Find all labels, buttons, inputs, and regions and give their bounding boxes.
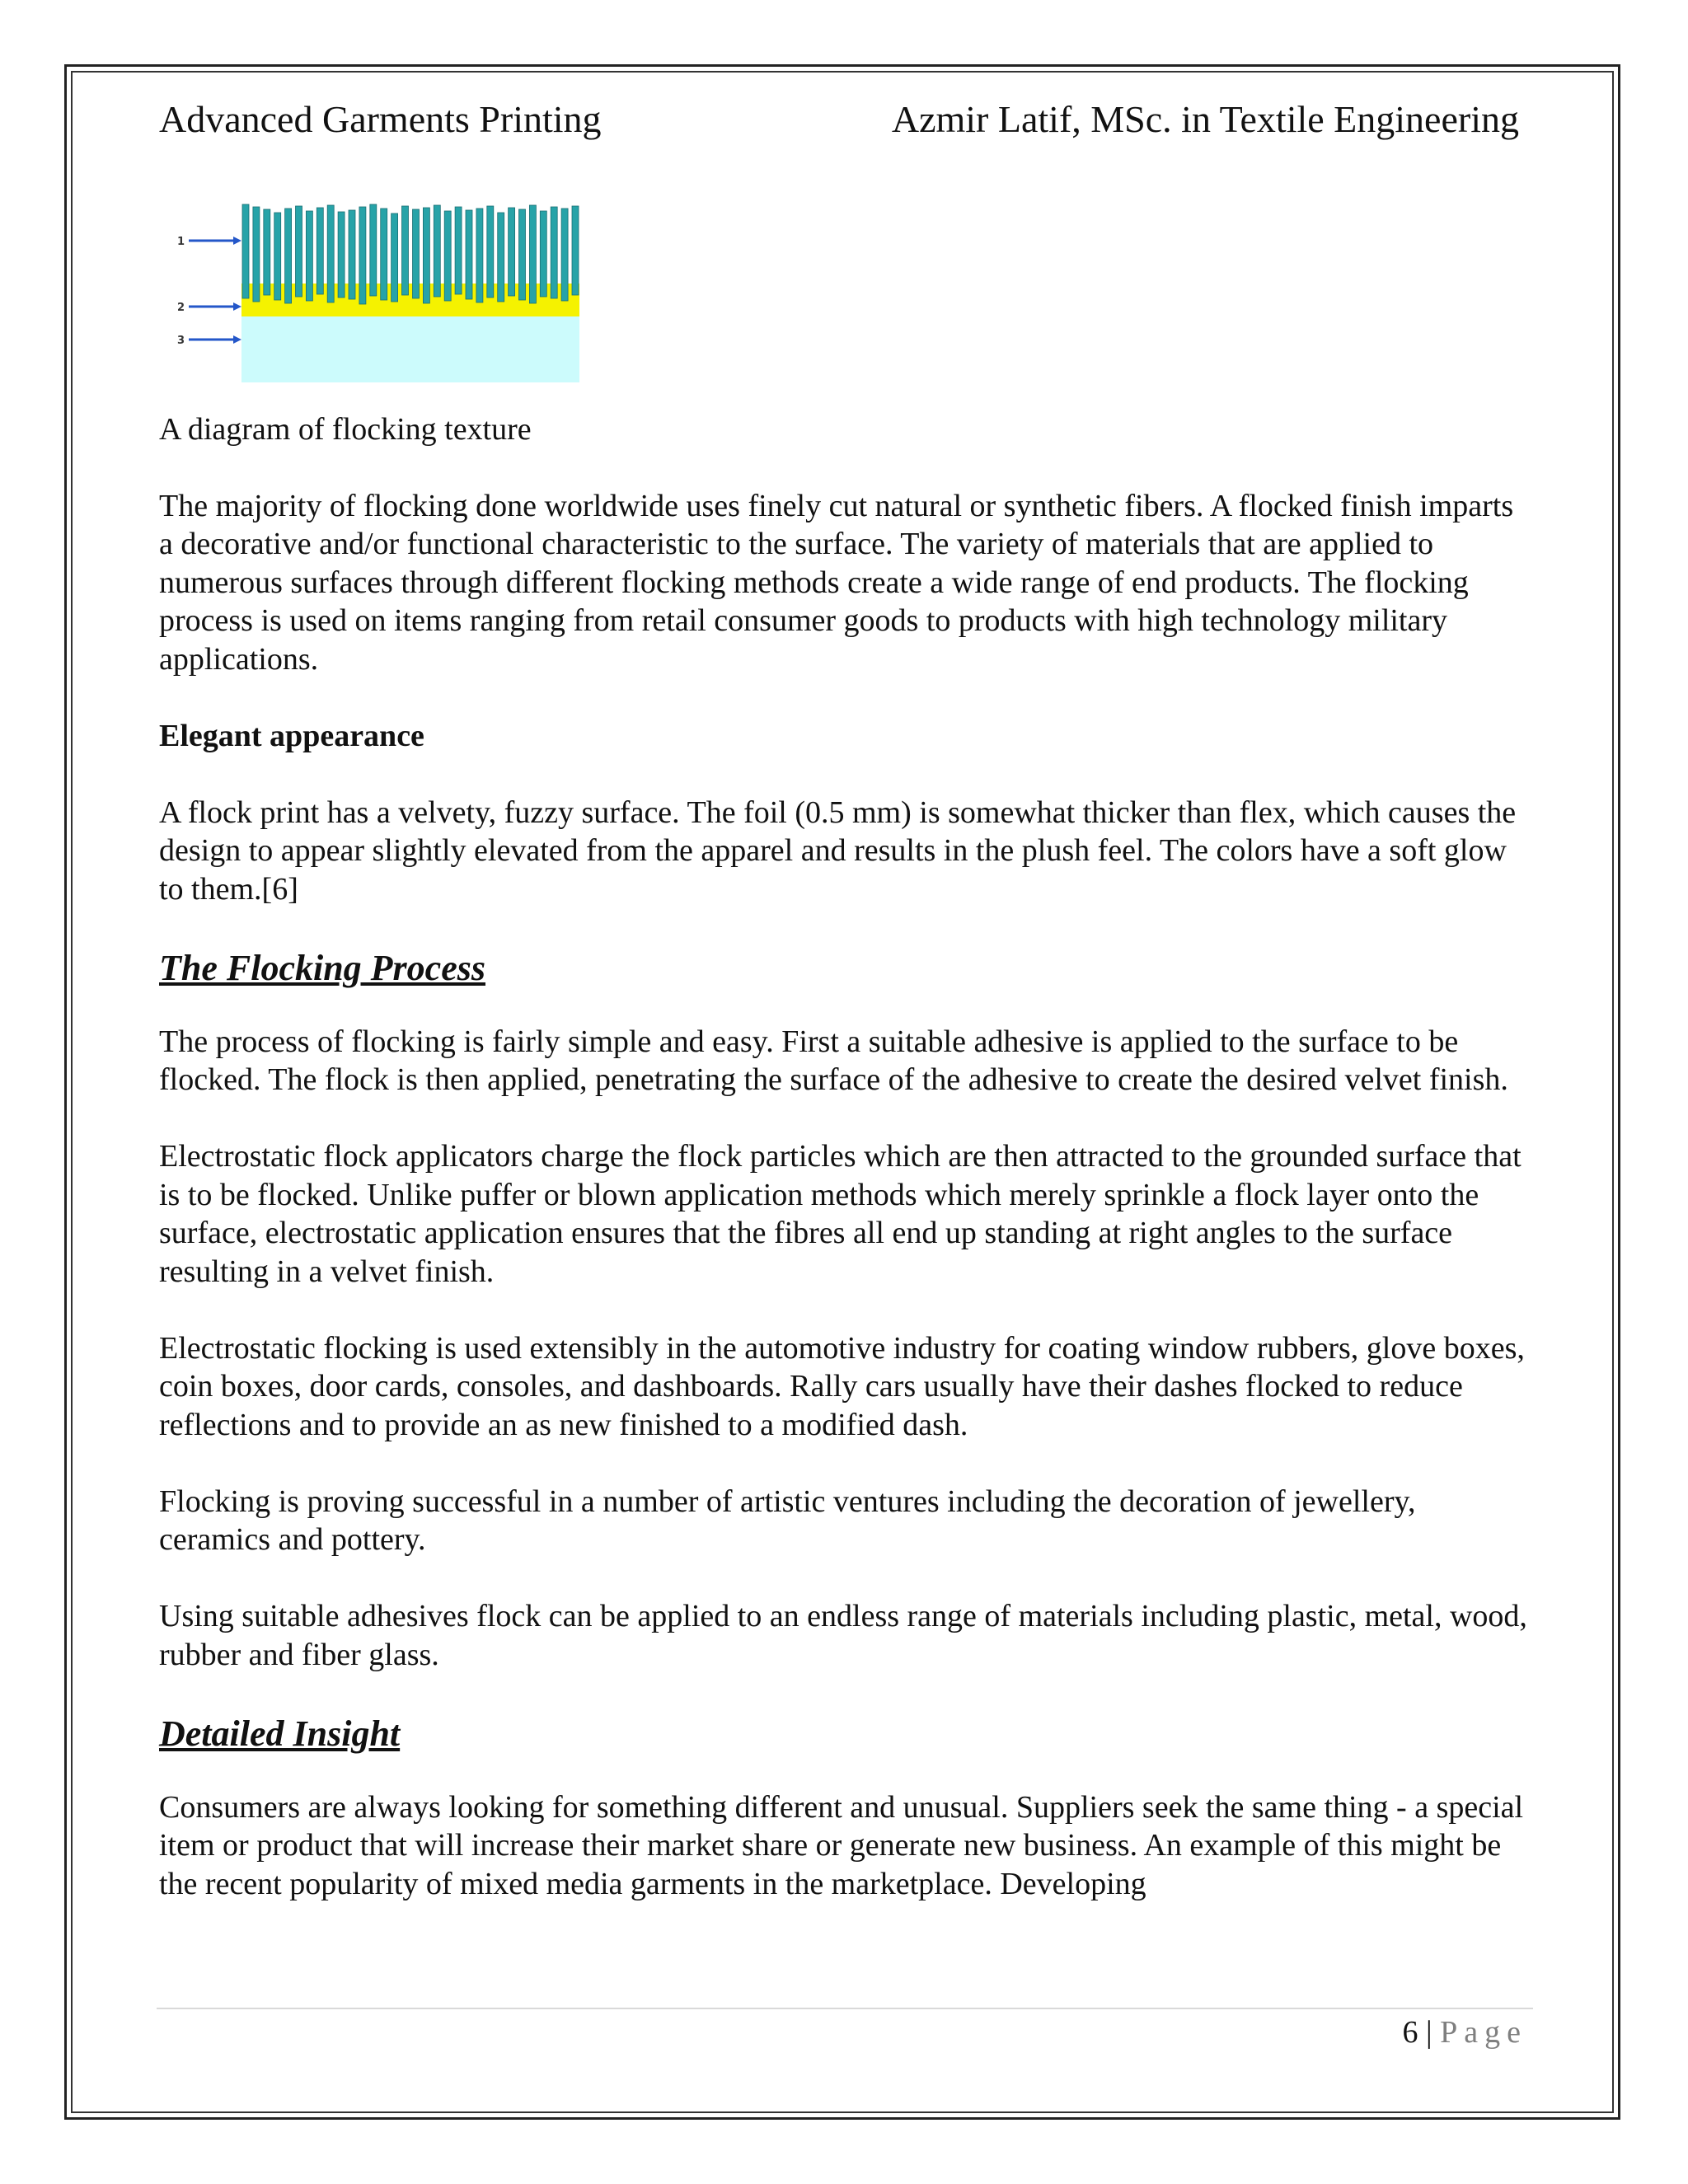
diagram-substrate-layer [241,315,579,382]
footer-divider [157,2008,1533,2009]
paragraph-elegant: A flock print has a velvety, fuzzy surface. The foil (0.5 mm) is somewhat thicker than flex, which causes the design to appear slightly elevated from the apparel and results in the plush feel. The colors have a soft glow to them.[6] [159,794,1517,907]
diagram-fiber [264,209,270,295]
diagram-fiber [572,206,579,295]
diagram-fiber [392,213,398,302]
page-header [159,97,1519,147]
section-heading-detailed-insight: Detailed Insight [159,1713,401,1754]
paragraph-intro: The majority of flocking done worldwide uses finely cut natural or synthetic fibers. A flocked finish imparts a decorative and/or functional characteristic to the surface. The variety of materials that are applied to numerous surfaces through different flocking methods create a wide range of end products. The flocking process is used on items ranging from retail consumer goods to products with high technology military applications. [159,488,1514,677]
diagram-fiber [498,213,504,302]
page-number: 6 [1402,2015,1418,2050]
diagram-fiber [327,205,334,302]
footer-separator: | [1426,2015,1432,2050]
diagram-fiber [519,209,526,300]
diagram-fiber [402,206,409,295]
diagram-fiber [316,208,323,294]
diagram-fiber [423,208,429,303]
paragraph-automotive: Electrostatic flocking is used extensibly in the automotive industry for coating window rubbers, glove boxes, coin boxes, door cards, consoles, and dashboards. Rally cars usually have their dashes flocked to reduce reflections and to provide an as new finished to a modified dash. [159,1330,1525,1442]
diagram-fiber [253,207,260,302]
diagram-arrowhead-2 [233,302,241,311]
page-body [159,410,1527,1942]
diagram-fiber [540,211,546,297]
paragraph-process: The process of flocking is fairly simple and easy. First a suitable adhesive is applied to the surface to be flocked. The flock is then applied, penetrating the surface of the adhesive to create the desired velvet finish. [159,1024,1508,1097]
diagram-label-2: 2 [177,302,185,314]
subheading-elegant-appearance: Elegant appearance [159,718,424,753]
paragraph-artistic: Flocking is proving successful in a number of artistic ventures including the decoration of jewellery, ceramics and pottery. [159,1483,1416,1557]
diagram-fiber [561,209,568,301]
diagram-fiber [370,204,377,296]
diagram-fiber [455,207,462,294]
flocking-diagram [159,198,588,389]
diagram-arrowhead-3 [233,335,241,344]
diagram-fiber [434,205,440,297]
page-word: Page [1440,2015,1527,2050]
diagram-fiber [338,212,345,298]
diagram-arrowhead-1 [233,237,241,245]
figure-caption: A diagram of flocking texture [159,412,532,447]
paragraph-consumers: Consumers are always looking for something different and unusual. Suppliers seek the same thing - a special item or product that will increase their market share or generate new business. An example of this might be the recent popularity of mixed media garments in the marketplace. Developing [159,1789,1524,1901]
diagram-label-1: 1 [177,236,185,248]
diagram-fiber [509,208,515,296]
section-heading-flocking-process: The Flocking Process [159,947,485,988]
header-title: Advanced Garments Printing [159,98,602,140]
diagram-fiber [529,205,536,303]
diagram-adhesive-layer [241,284,579,316]
diagram-fiber [551,207,557,298]
paragraph-electrostatic: Electrostatic flock applicators charge the flock particles which are then attracted to the grounded surface that is to be flocked. Unlike puffer or blown application methods which merely sprinkle a flock layer onto the surface, electrostatic application ensures that the fibres all end up standing at right angles to the surface resulting in a velvet finish. [159,1139,1522,1289]
diagram-fiber [466,210,472,299]
diagram-fiber [274,213,281,300]
paragraph-materials: Using suitable adhesives flock can be applied to an endless range of materials including plastic, metal, wood, rubber and fiber glass. [159,1599,1527,1672]
diagram-fiber [381,209,387,300]
diagram-fiber [487,206,494,298]
diagram-label-3: 3 [177,335,185,347]
page-footer [1403,2014,1527,2050]
diagram-fiber [285,209,292,303]
flocking-diagram-svg [159,198,588,389]
diagram-fiber [306,211,312,301]
diagram-fiber [359,207,366,304]
header-author: Azmir Latif, MSc. in Textile Engineering [891,98,1519,140]
diagram-fiber [242,204,249,298]
diagram-fiber [296,206,302,297]
diagram-fiber [476,209,483,302]
diagram-fiber [349,210,355,299]
diagram-arrows [189,237,241,344]
diagram-fiber [413,209,420,298]
diagram-fiber [444,211,451,301]
